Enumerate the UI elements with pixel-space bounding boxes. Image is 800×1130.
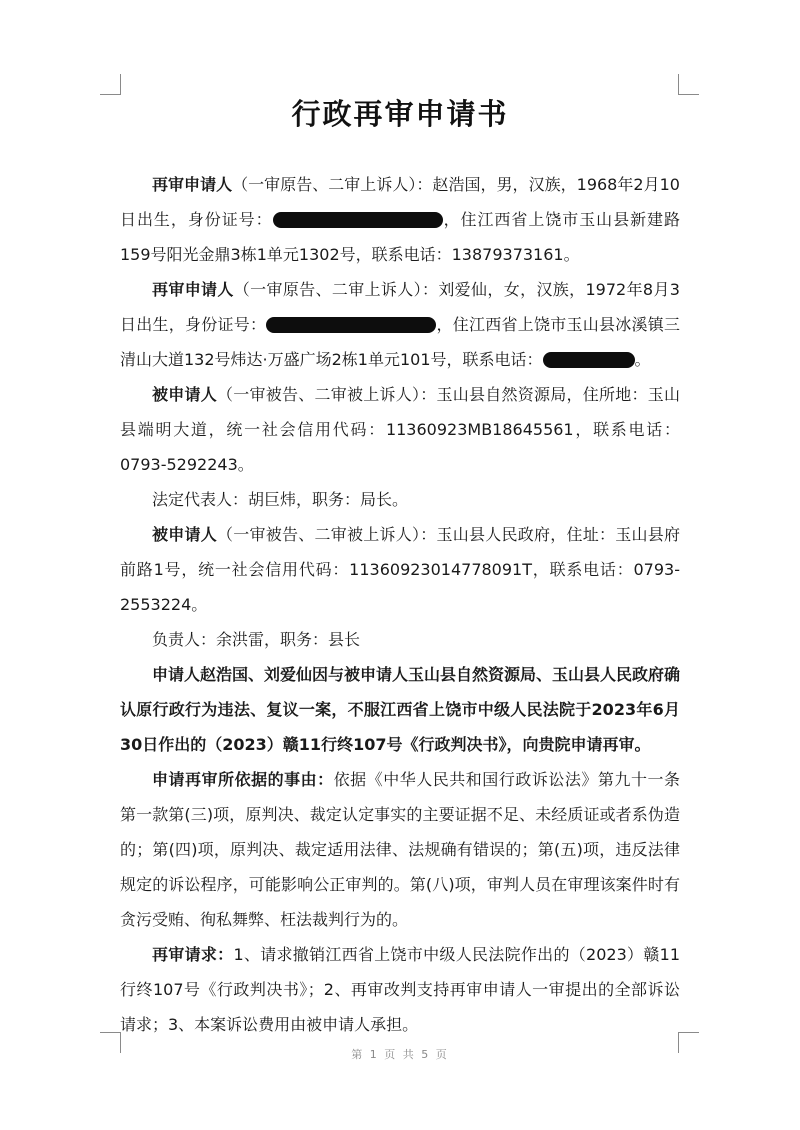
grounds-text: 依据《中华人民共和国行政诉讼法》第九十一条第一款第(三)项，原判决、裁定认定事实的主要证据不足、未经质证或者系伪造的；第(四)项，原判决、裁定适用法律、法规确有错误的；第(五)项，违反法律规定的诉讼程序，可能影响公正审判的。第(八)项，审判人员在审理该案件时有贪污受贿、徇私舞弊、枉法裁判行为的。 [120,770,680,929]
applicant-2-text-a: （一审原告、二审上诉人）：刘爱仙，女，汉族，1972年8月3日出生，身份证号： [120,280,680,334]
respondent-2-paragraph [120,517,680,622]
request-label: 再审请求： [152,945,234,964]
respondent-1-paragraph [120,377,680,482]
applicant-1-text-a: （一审原告、二审上诉人）：赵浩国，男，汉族，1968年2月10日出生，身份证号： [120,175,680,229]
legal-representative: 法定代表人：胡巨炜，职务：局长。 [152,490,409,509]
respondent-2-label: 被申请人 [152,525,217,544]
grounds-label: 申请再审所依据的事由： [152,770,334,789]
applicant-1-label: 再审申请人 [152,175,233,194]
redacted-phone-number [543,352,635,368]
person-in-charge: 负责人：余洪雷，职务：县长 [152,630,361,649]
case-summary: 申请人赵浩国、刘爱仙因与被申请人玉山县自然资源局、玉山县人民政府确认原行政行为违法、复议一案，不服江西省上饶市中级人民法院于2023年6月30日作出的（2023）赣11行终107号《行政判决书》，向贵院申请再审。 [120,665,681,754]
grounds-paragraph [120,762,680,937]
applicant-1-paragraph [120,167,680,272]
applicant-2-text-b: ，住江西省上饶市玉山县冰溪镇三清山大道132号炜达·万盛广场2栋1单元101号，联系电话： [120,315,680,369]
applicant-2-paragraph [120,272,680,377]
document-title: 行政再审申请书 [291,97,509,131]
applicant-2-label: 再审申请人 [152,280,234,299]
request-paragraph [120,937,680,1042]
respondent-1-text: （一审被告、二审被上诉人）：玉山县自然资源局，住所地：玉山县端明大道，统一社会信用代码：11360923MB18645561，联系电话：0793-5292243。 [120,385,680,474]
redacted-id-number [266,317,436,333]
page-number-footer: 第 1 页 共 5 页 [351,1048,449,1061]
redacted-id-number [273,212,443,228]
request-text: 1、请求撤销江西省上饶市中级人民法院作出的（2023）赣11行终107号《行政判决书》；2、再审改判支持再审申请人一审提出的全部诉讼请求；3、本案诉讼费用由被申请人承担。 [120,945,680,1034]
applicant-2-text-c: 。 [634,350,651,369]
respondent-2-text: （一审被告、二审被上诉人）：玉山县人民政府，住址：玉山县府前路1号，统一社会信用代码：11360923014778091T，联系电话：0793-2553224。 [120,525,680,614]
respondent-1-label: 被申请人 [152,385,217,404]
applicant-1-text-b: ，住江西省上饶市玉山县新建路159号阳光金鼎3栋1单元1302号，联系电话：13879373161。 [120,210,680,264]
document-body [120,167,680,1042]
